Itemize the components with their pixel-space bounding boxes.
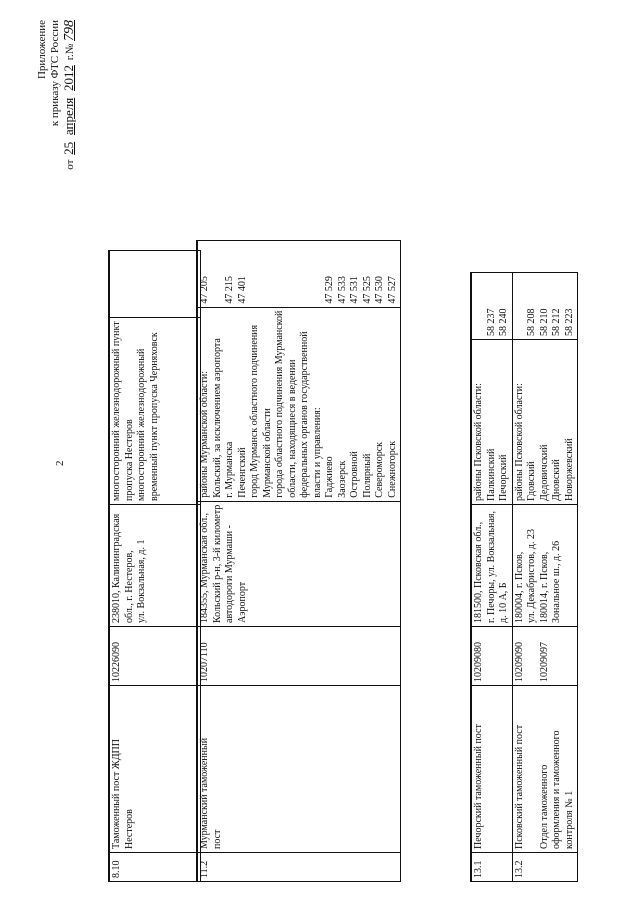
post-address: 238010, Калининградская обл., г. Нестеров, ул. Вокзальная, д. 1 — [109, 505, 201, 627]
post-code: 10209080 — [471, 627, 512, 686]
date-day: 25 — [61, 141, 76, 155]
date-month: апреля — [61, 97, 76, 136]
oktmo-codes — [109, 251, 201, 318]
order-number: 798 — [62, 20, 77, 41]
post-address: 180004, г. Псков, ул. Декабристов, д. 23 180014, г. Псков, Зональное ш., д. 26 — [512, 505, 578, 627]
post-zone: районы Мурманской области: Кольский, за исключением аэропорта г. Мурманска Печенгский город Мурманск областного подчинения Мурманской области города областного подчинения Мурманской области, находящиеся в ведении федеральных органов государственной власти и управления: Гаджиево Заозерск Островной Полярный Североморск Снежногорск — [197, 307, 401, 501]
appendix-date — [62, 20, 77, 260]
oktmo-codes: 58 208 58 210 58 212 58 223 — [512, 273, 578, 340]
post-name: Псковский таможенный пост Отдел таможенного оформления и таможенного контроля № 1 — [512, 686, 578, 853]
post-zone: районы Псковской области: Гдовский Дедовичский Дновский Новоржевский — [512, 340, 578, 505]
table-row — [471, 273, 512, 882]
row-number: 8.10 — [109, 853, 201, 882]
table-murmansk — [196, 240, 401, 882]
appendix-title: Приложение — [36, 20, 48, 80]
post-code: 10226090 — [109, 627, 201, 686]
page-number: 2 — [54, 460, 66, 466]
post-address: 181500, Псковская обл., г. Печоры, ул. Вокзальная, д. 10 А, Б — [471, 505, 512, 627]
post-zone: многосторонний железнодорожный пункт пропуска Нестеров многосторонний железнодорожный временный пункт пропуска Черняховск — [109, 318, 201, 505]
table-row — [109, 251, 201, 882]
row-number: 13.2 — [512, 853, 578, 882]
post-code: 10209090 10209097 — [512, 627, 578, 686]
number-sign: № — [64, 43, 76, 55]
appendix-order-ref: к приказу ФТС России — [49, 20, 61, 127]
post-address: 184355, Мурманская обл., Кольский р-н, 3-й километр автодороги Мурмаши - Аэропорт — [197, 501, 401, 626]
post-code: 10207110 — [197, 627, 401, 686]
post-name: Печорский таможенный пост — [471, 686, 512, 853]
table-kaliningrad — [108, 250, 201, 882]
post-zone: районы Псковской области: Палкинский Печорский — [471, 340, 512, 505]
oktmo-codes: 47 205 47 215 47 401 47 529 47 533 47 531 47 525 47 530 47 527 — [197, 240, 401, 307]
post-name: Мурманский таможенный пост — [197, 686, 401, 853]
row-number: 11.2 — [197, 853, 401, 882]
date-year: 2012 — [61, 65, 76, 92]
table-row — [197, 240, 401, 881]
table-pskov — [470, 272, 578, 882]
row-number: 13.1 — [471, 853, 512, 882]
table-row — [512, 273, 578, 882]
post-name: Таможенный пост ЖДПП Нестеров — [109, 686, 201, 853]
appendix-header — [36, 20, 77, 260]
date-prefix: от — [64, 159, 76, 170]
date-year-suffix: г. — [64, 54, 76, 61]
oktmo-codes: 58 237 58 240 — [471, 273, 512, 340]
